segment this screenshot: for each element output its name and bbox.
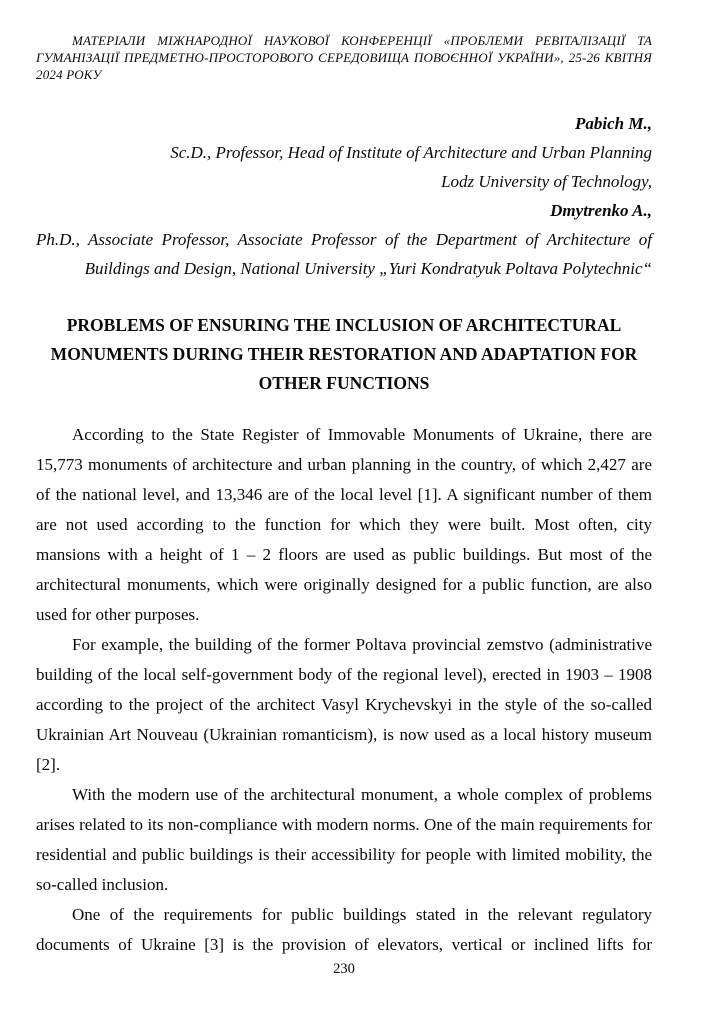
author-name-dmytrenko: Dmytrenko A., — [550, 201, 652, 220]
paragraph-1: According to the State Register of Immovable Monuments of Ukraine, there are 15,773 monuments of architecture and urban planning in the country, of which 2,427 are of the national level, and 13,346 are of the local level [1]. A significant number of them are not used according to the function for which they were built. Most often, city mansions with a height of 1 – 2 floors are used as public buildings. But most of the architectural monuments, which were originally designed for a public function, are also used for other purposes. — [36, 425, 652, 624]
author-affiliation-pabich-role: Sc.D., Professor, Head of Institute of Architecture and Urban Planning — [170, 143, 652, 162]
author-name-pabich: Pabich M., — [575, 114, 652, 133]
paragraph-2: For example, the building of the former Poltava provincial zemstvo (administrative building of the local self-government body of the regional level), erected in 1903 – 1908 according to the project of the architect Vasyl Krychevskyi in the style of the so-called Ukrainian Art Nouveau (Ukrainian romanticism), is now used as a local history museum [2]. — [36, 635, 652, 774]
author-block — [36, 109, 652, 283]
page-number: 230 — [333, 961, 355, 977]
author-affiliation-pabich-university: Lodz University of Technology, — [441, 172, 652, 191]
text-column — [36, 32, 652, 978]
conference-header: МАТЕРІАЛИ МІЖНАРОДНОЇ НАУКОВОЇ КОНФЕРЕНЦІЇ «ПРОБЛЕМИ РЕВІТАЛІЗАЦІЇ ТА ГУМАНІЗАЦІЇ ПРЕДМЕТНО-ПРОСТОРОВОГО СЕРЕДОВИЩА ПОВОЄННОЇ УКРАЇНИ», 25-26 КВІТНЯ 2024 РОКУ — [36, 33, 652, 82]
paragraph-4: One of the requirements for public buildings stated in the relevant regulatory documents of Ukraine [3] is the provision of elevators, vertical or inclined lifts for — [36, 905, 652, 954]
paper-title: PROBLEMS OF ENSURING THE INCLUSION OF ARCHITECTURAL MONUMENTS DURING THEIR RESTORATION AND ADAPTATION FOR OTHER FUNCTIONS — [50, 315, 638, 393]
author-affiliation-dmytrenko: Ph.D., Associate Professor, Associate Professor of the Department of Architecture of Buildings and Design, National University „Yuri Kondratyuk Poltava Polytechnic“ — [36, 230, 652, 278]
paragraph-3: With the modern use of the architectural monument, a whole complex of problems arises related to its non-compliance with modern norms. One of the main requirements for residential and public buildings is their accessibility for people with limited mobility, the so-called inclusion. — [36, 785, 652, 894]
article-body — [36, 420, 652, 960]
